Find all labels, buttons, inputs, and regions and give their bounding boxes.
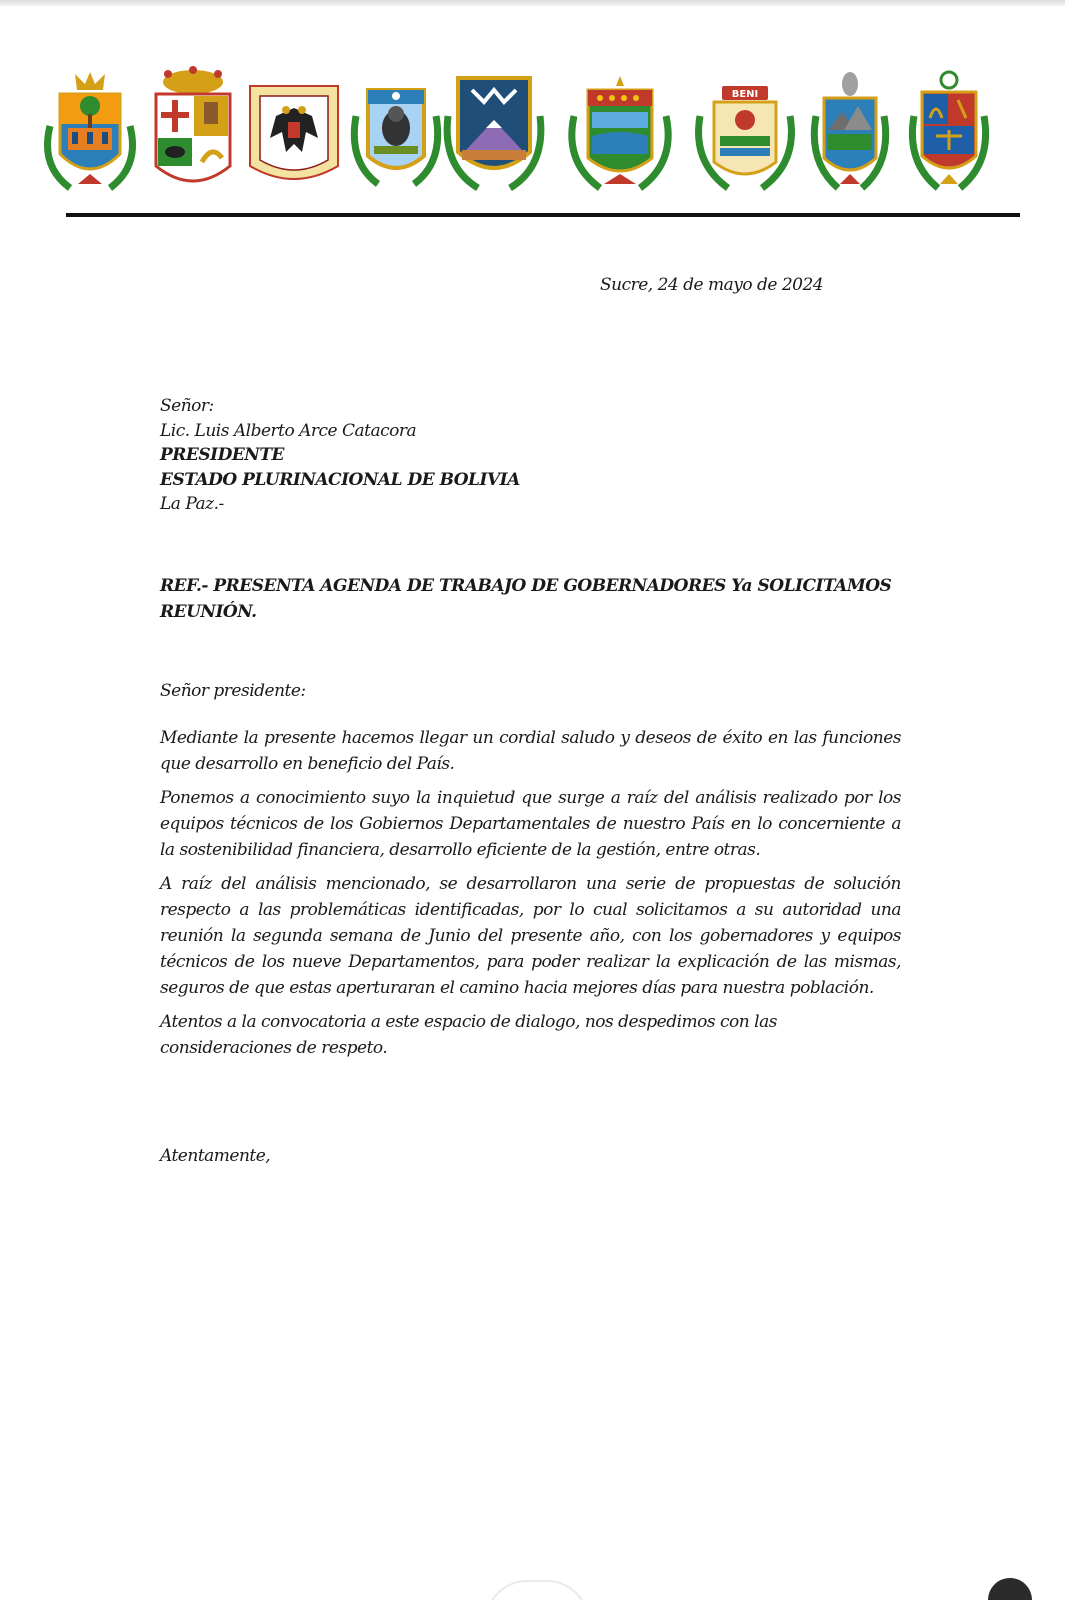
page-bottom-arc — [485, 1580, 589, 1600]
header-divider-rule — [66, 213, 1020, 217]
cochabamba-crest-icon — [348, 66, 444, 196]
closing-phrase: Atentamente, — [160, 1146, 271, 1166]
beni-crest-banner-text: BENI — [731, 89, 759, 100]
potosi-crest-icon — [146, 66, 240, 196]
oruro-crest-icon — [442, 66, 546, 196]
pando-crest-icon — [560, 66, 680, 196]
addressee-city: La Paz.- — [160, 494, 224, 514]
chuquisaca-crest-icon — [40, 66, 140, 196]
addressee-greeting: Señor: — [160, 396, 214, 416]
addressee-entity: ESTADO PLURINACIONAL DE BOLIVIA — [160, 469, 520, 490]
body-paragraph-4: Atentos a la convocatoria a este espacio de dialogo, nos despedimos con las consideraciones de respeto. — [160, 1012, 777, 1058]
letter-date: Sucre, 24 de mayo de 2024 — [600, 275, 824, 295]
addressee-name: Lic. Luis Alberto Arce Catacora — [160, 420, 417, 441]
salutation: Señor presidente: — [160, 681, 306, 701]
body-paragraph-1: Mediante la presente hacemos llegar un cordial saludo y deseos de éxito en las funciones que desarrollo en beneficio del País. — [160, 728, 901, 774]
santa-cruz-crest-icon — [808, 66, 892, 196]
addressee-block — [160, 394, 900, 517]
body-paragraph-2: Ponemos a conocimiento suyo la inquietud que surge a raíz del análisis realizado por los equipos técnicos de los Gobiernos Departamentales de nuestro País en lo concerniente a la sostenibilidad financiera, desarrollo eficiente de la gestión, entre otras. — [160, 788, 901, 860]
letter-body — [160, 725, 901, 1069]
beni-crest-icon — [690, 66, 800, 196]
la-paz-crest-icon — [246, 66, 342, 196]
tarija-crest-icon — [906, 66, 992, 196]
top-edge-shadow — [0, 0, 1065, 6]
floating-action-button[interactable] — [988, 1578, 1032, 1600]
departmental-crests-header — [40, 66, 1015, 196]
addressee-title: PRESIDENTE — [160, 445, 284, 465]
reference-line: REF.- PRESENTA AGENDA DE TRABAJO DE GOBERNADORES Ya SOLICITAMOS REUNIÓN. — [160, 576, 892, 622]
body-paragraph-3: A raíz del análisis mencionado, se desarrollaron una serie de propuestas de solución respecto a las problemáticas identificadas, por lo cual solicitamos a su autoridad una reunión la segunda semana de Junio del presente año, con los gobernadores y equipos técnicos de los nueve Departamentos, para poder realizar la explicación de las mismas, seguros de que estas aperturaran el camino hacia mejores días para nuestra población. — [160, 874, 901, 998]
